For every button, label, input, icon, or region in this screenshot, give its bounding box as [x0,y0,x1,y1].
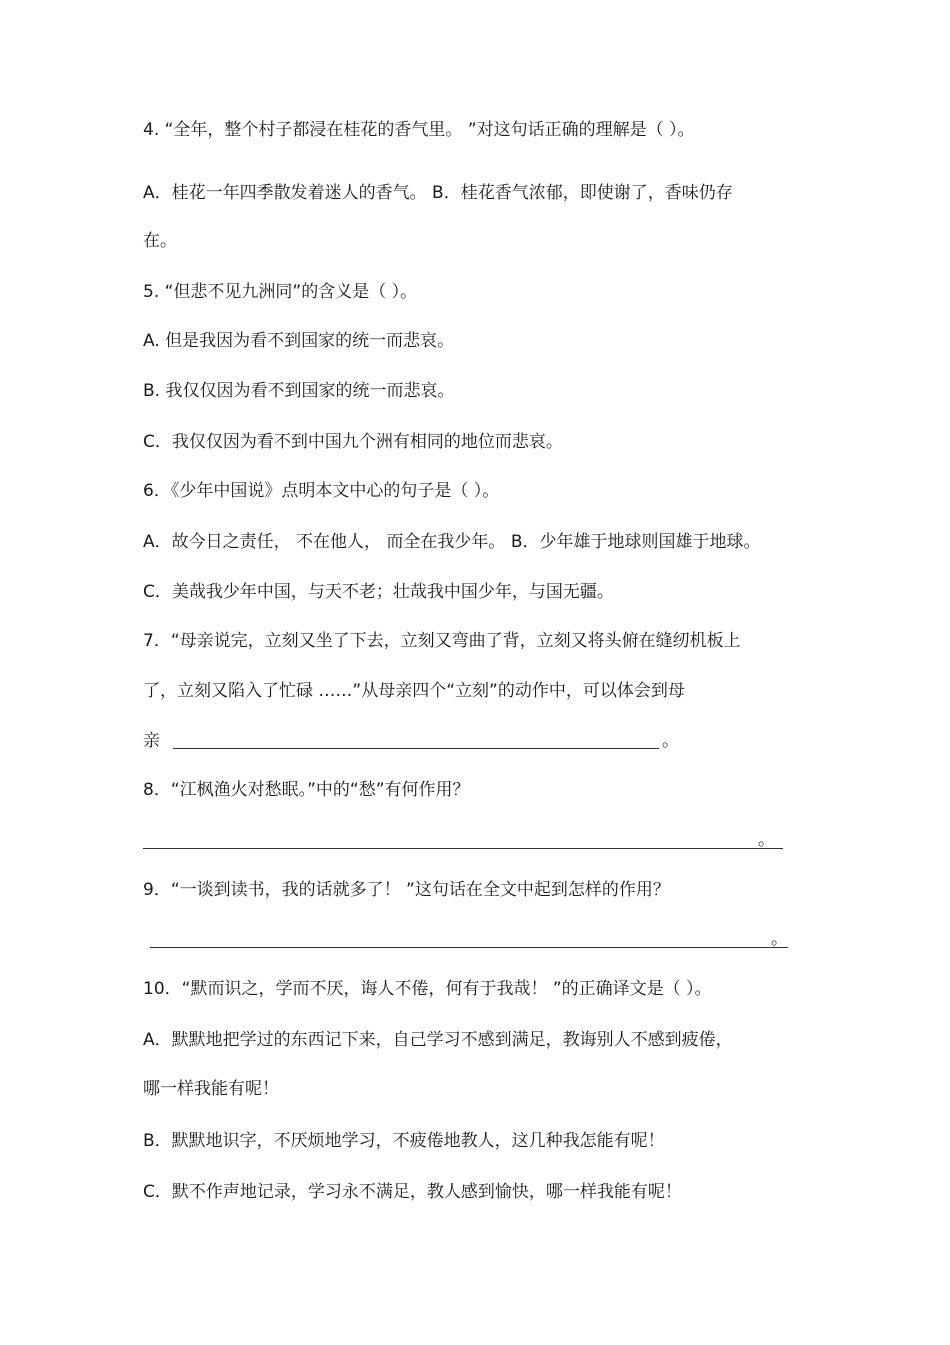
question-7-answer-blank[interactable] [173,748,659,749]
question-8-answer-blank[interactable] [143,848,783,849]
question-9-answer-blank[interactable] [150,947,788,948]
question-4-stem: 4. “全年，整个村子都浸在桂花的香气里。 ”对这句话正确的理解是（ ）。 [143,120,695,140]
question-7-line-2: 了，立刻又陷入了忙碌 ……”从母亲四个“立刻”的动作中，可以体会到母 [143,681,685,701]
question-7-period: 。 [662,731,679,751]
question-4-options-line-1: A．桂花一年四季散发着迷人的香气。 B．桂花香气浓郁，即使谢了，香味仍存 [143,183,733,203]
question-8-period: 。 [758,830,775,850]
question-6-options-line-1: A．故今日之责任， 不在他人， 而全在我少年。 B．少年雄于地球则国雄于地球。 [143,532,761,552]
question-7-line-3-prefix: 亲 [143,731,160,751]
question-10-option-a-line-2: 哪一样我能有呢！ [143,1079,279,1099]
question-6-option-c: C．美哉我少年中国，与天不老；壮哉我中国少年，与国无疆。 [143,582,614,602]
question-8-stem: 8．“江枫渔火对愁眠。”中的“愁”有何作用？ [143,780,470,800]
question-5-option-a: A. 但是我因为看不到国家的统一而悲哀。 [143,331,455,351]
question-9-stem: 9．“一谈到读书，我的话就多了！ ”这句话在全文中起到怎样的作用？ [143,880,670,900]
question-10-option-a-line-1: A．默默地把学过的东西记下来，自己学习不感到满足，教诲别人不感到疲倦， [143,1030,733,1050]
question-6-stem: 6．《少年中国说》点明本文中心的句子是（ ）。 [143,481,500,501]
question-5-option-c: C．我仅仅因为看不到中国九个洲有相同的地位而悲哀。 [143,432,563,452]
question-10-stem: 10．“默而识之，学而不厌，诲人不倦，何有于我哉！ ”的正确译文是（ ）。 [143,979,712,999]
question-7-line-1: 7．“母亲说完，立刻又坐了下去，立刻又弯曲了背，立刻又将头俯在缝纫机板上 [143,631,741,651]
question-10-option-b: B．默默地识字，不厌烦地学习，不疲倦地教人，这几种我怎能有呢！ [143,1131,665,1151]
question-5-stem: 5. “但悲不见九洲同”的含义是（ ）。 [143,282,418,302]
question-9-period: 。 [771,929,788,949]
question-4-options-line-2: 在。 [143,231,177,251]
question-5-option-b: B. 我仅仅因为看不到国家的统一而悲哀。 [143,381,455,401]
question-10-option-c: C．默不作声地记录，学习永不满足，教人感到愉快，哪一样我能有呢！ [143,1182,682,1202]
